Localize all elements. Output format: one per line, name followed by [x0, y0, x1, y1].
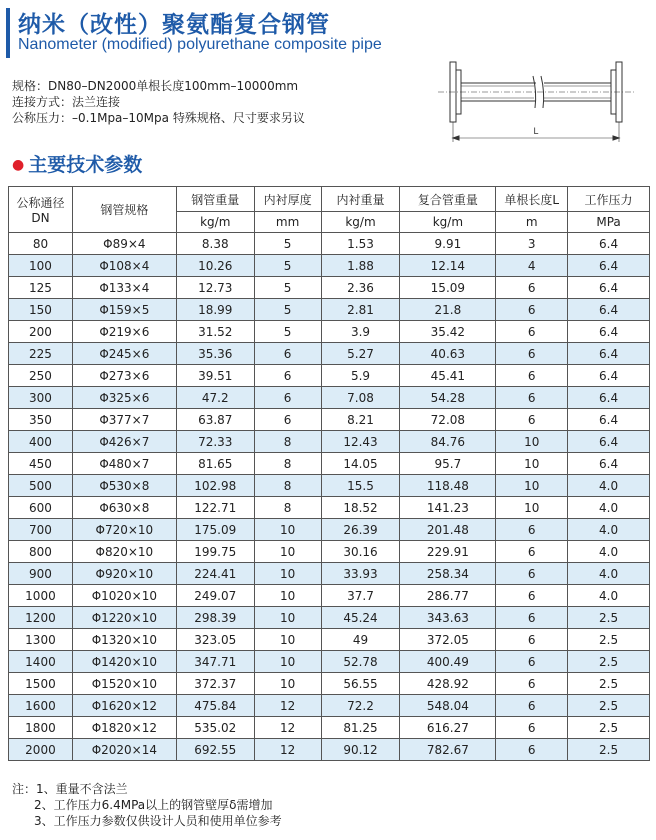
cell-lining-thickness: 5	[254, 233, 321, 255]
cell-lining-thickness: 6	[254, 365, 321, 387]
cell-length: 6	[496, 409, 568, 431]
cell-pressure: 4.0	[568, 563, 650, 585]
cell-lining-thickness: 12	[254, 717, 321, 739]
cell-lining-weight: 2.36	[321, 277, 400, 299]
cell-lining-weight: 52.78	[321, 651, 400, 673]
spec-line-size: 规格：DN80–DN2000单根长度100mm–10000mm	[12, 79, 299, 93]
cell-dn: 900	[9, 563, 73, 585]
cell-lining-thickness: 10	[254, 585, 321, 607]
cell-pressure: 2.5	[568, 629, 650, 651]
table-row	[9, 585, 650, 607]
cell-composite-weight: 201.48	[400, 519, 496, 541]
table-row	[9, 651, 650, 673]
cell-lining-thickness: 6	[254, 409, 321, 431]
table-row	[9, 563, 650, 585]
cell-lining-thickness: 12	[254, 695, 321, 717]
cell-pressure: 4.0	[568, 519, 650, 541]
cell-composite-weight: 45.41	[400, 365, 496, 387]
cell-length: 6	[496, 651, 568, 673]
cell-pipe-spec: Φ630×8	[72, 497, 176, 519]
cell-lining-thickness: 5	[254, 321, 321, 343]
cell-lining-weight: 3.9	[321, 321, 400, 343]
cell-pipe-weight: 199.75	[176, 541, 254, 563]
table-row	[9, 343, 650, 365]
cell-composite-weight: 95.7	[400, 453, 496, 475]
cell-dn: 450	[9, 453, 73, 475]
header-lining-thickness: 内衬厚度	[254, 187, 321, 212]
cell-pressure: 2.5	[568, 651, 650, 673]
notes	[12, 781, 282, 829]
cell-lining-weight: 1.53	[321, 233, 400, 255]
cell-composite-weight: 229.91	[400, 541, 496, 563]
header-lining-weight: 内衬重量	[321, 187, 400, 212]
cell-pressure: 6.4	[568, 277, 650, 299]
cell-lining-weight: 1.88	[321, 255, 400, 277]
table-row	[9, 277, 650, 299]
cell-pipe-weight: 8.38	[176, 233, 254, 255]
cell-lining-weight: 18.52	[321, 497, 400, 519]
spec-table	[8, 186, 650, 761]
table-body	[9, 233, 650, 761]
table-row	[9, 365, 650, 387]
cell-lining-weight: 56.55	[321, 673, 400, 695]
cell-composite-weight: 141.23	[400, 497, 496, 519]
cell-pressure: 6.4	[568, 255, 650, 277]
section-heading	[12, 150, 142, 177]
cell-dn: 1300	[9, 629, 73, 651]
table-row	[9, 695, 650, 717]
cell-pipe-weight: 249.07	[176, 585, 254, 607]
cell-lining-thickness: 10	[254, 541, 321, 563]
cell-pipe-spec: Φ219×6	[72, 321, 176, 343]
cell-lining-weight: 7.08	[321, 387, 400, 409]
cell-lining-weight: 14.05	[321, 453, 400, 475]
cell-pipe-spec: Φ245×6	[72, 343, 176, 365]
cell-length: 6	[496, 607, 568, 629]
cell-pipe-weight: 372.37	[176, 673, 254, 695]
cell-lining-thickness: 5	[254, 255, 321, 277]
cell-length: 6	[496, 321, 568, 343]
cell-pipe-weight: 102.98	[176, 475, 254, 497]
cell-length: 6	[496, 387, 568, 409]
cell-pipe-weight: 81.65	[176, 453, 254, 475]
cell-length: 6	[496, 563, 568, 585]
table-row	[9, 255, 650, 277]
cell-composite-weight: 616.27	[400, 717, 496, 739]
unit-composite-weight: kg/m	[400, 212, 496, 233]
cell-length: 10	[496, 431, 568, 453]
cell-pressure: 6.4	[568, 431, 650, 453]
header-pipe-weight: 钢管重量	[176, 187, 254, 212]
cell-composite-weight: 21.8	[400, 299, 496, 321]
cell-length: 10	[496, 497, 568, 519]
cell-pipe-weight: 323.05	[176, 629, 254, 651]
cell-lining-weight: 15.5	[321, 475, 400, 497]
cell-length: 6	[496, 299, 568, 321]
cell-lining-weight: 33.93	[321, 563, 400, 585]
cell-dn: 800	[9, 541, 73, 563]
cell-pipe-spec: Φ1620×12	[72, 695, 176, 717]
cell-lining-weight: 45.24	[321, 607, 400, 629]
cell-pressure: 6.4	[568, 299, 650, 321]
cell-pipe-spec: Φ920×10	[72, 563, 176, 585]
bullet-icon: ●	[12, 157, 25, 173]
unit-pipe-weight: kg/m	[176, 212, 254, 233]
cell-pressure: 6.4	[568, 453, 650, 475]
cell-pressure: 2.5	[568, 673, 650, 695]
table-row	[9, 541, 650, 563]
cell-pipe-spec: Φ1420×10	[72, 651, 176, 673]
cell-pipe-weight: 122.71	[176, 497, 254, 519]
cell-composite-weight: 118.48	[400, 475, 496, 497]
table-row	[9, 717, 650, 739]
table-row	[9, 629, 650, 651]
cell-length: 6	[496, 695, 568, 717]
cell-pipe-spec: Φ1520×10	[72, 673, 176, 695]
cell-pipe-spec: Φ426×7	[72, 431, 176, 453]
cell-dn: 500	[9, 475, 73, 497]
cell-pressure: 6.4	[568, 387, 650, 409]
cell-pipe-weight: 175.09	[176, 519, 254, 541]
table-row	[9, 299, 650, 321]
cell-dn: 125	[9, 277, 73, 299]
cell-dn: 250	[9, 365, 73, 387]
cell-pipe-spec: Φ1020×10	[72, 585, 176, 607]
cell-pressure: 4.0	[568, 475, 650, 497]
cell-pipe-weight: 224.41	[176, 563, 254, 585]
spec-line-connection: 连接方式：法兰连接	[12, 95, 121, 109]
cell-dn: 100	[9, 255, 73, 277]
cell-length: 4	[496, 255, 568, 277]
cell-dn: 350	[9, 409, 73, 431]
cell-lining-thickness: 12	[254, 739, 321, 761]
cell-pressure: 2.5	[568, 695, 650, 717]
note-1: 注：1、重量不含法兰	[12, 782, 128, 796]
cell-lining-thickness: 5	[254, 299, 321, 321]
table-row	[9, 409, 650, 431]
cell-length: 6	[496, 365, 568, 387]
cell-pipe-weight: 18.99	[176, 299, 254, 321]
cell-composite-weight: 40.63	[400, 343, 496, 365]
cell-dn: 1000	[9, 585, 73, 607]
cell-pipe-weight: 35.36	[176, 343, 254, 365]
cell-pipe-spec: Φ720×10	[72, 519, 176, 541]
note-2: 2、工作压力6.4MPa以上的钢管壁厚δ需增加	[34, 798, 273, 812]
cell-lining-weight: 30.16	[321, 541, 400, 563]
cell-length: 6	[496, 739, 568, 761]
cell-composite-weight: 12.14	[400, 255, 496, 277]
cell-composite-weight: 428.92	[400, 673, 496, 695]
title-accent-bar	[6, 8, 10, 58]
cell-lining-weight: 5.27	[321, 343, 400, 365]
cell-composite-weight: 54.28	[400, 387, 496, 409]
cell-pipe-spec: Φ480×7	[72, 453, 176, 475]
unit-lining-weight: kg/m	[321, 212, 400, 233]
cell-pipe-weight: 347.71	[176, 651, 254, 673]
cell-length: 10	[496, 453, 568, 475]
cell-lining-weight: 49	[321, 629, 400, 651]
cell-pipe-weight: 12.73	[176, 277, 254, 299]
cell-pipe-spec: Φ108×4	[72, 255, 176, 277]
cell-lining-thickness: 10	[254, 673, 321, 695]
cell-pressure: 6.4	[568, 321, 650, 343]
cell-pressure: 2.5	[568, 717, 650, 739]
cell-lining-weight: 12.43	[321, 431, 400, 453]
cell-length: 6	[496, 519, 568, 541]
cell-length: 6	[496, 629, 568, 651]
cell-lining-weight: 72.2	[321, 695, 400, 717]
cell-lining-thickness: 10	[254, 563, 321, 585]
cell-pipe-spec: Φ1320×10	[72, 629, 176, 651]
cell-dn: 2000	[9, 739, 73, 761]
cell-lining-thickness: 10	[254, 607, 321, 629]
cell-composite-weight: 258.34	[400, 563, 496, 585]
note-3: 3、工作压力参数仅供设计人员和使用单位参考	[34, 814, 282, 828]
table-row	[9, 431, 650, 453]
cell-pipe-spec: Φ2020×14	[72, 739, 176, 761]
cell-dn: 1800	[9, 717, 73, 739]
cell-pipe-spec: Φ1820×12	[72, 717, 176, 739]
cell-pressure: 4.0	[568, 585, 650, 607]
table-row	[9, 519, 650, 541]
cell-lining-thickness: 5	[254, 277, 321, 299]
cell-pipe-spec: Φ377×7	[72, 409, 176, 431]
table-row	[9, 739, 650, 761]
header-pressure: 工作压力	[568, 187, 650, 212]
header-composite-weight: 复合管重量	[400, 187, 496, 212]
unit-pressure: MPa	[568, 212, 650, 233]
spec-summary	[12, 78, 305, 126]
cell-pipe-spec: Φ273×6	[72, 365, 176, 387]
cell-pipe-weight: 475.84	[176, 695, 254, 717]
cell-dn: 600	[9, 497, 73, 519]
spec-line-pressure: 公称压力：–0.1Mpa–10Mpa 特殊规格、尺寸要求另议	[12, 111, 305, 125]
table-row	[9, 233, 650, 255]
cell-length: 6	[496, 277, 568, 299]
page-title: 纳米（改性）聚氨酯复合钢管	[18, 12, 330, 38]
cell-composite-weight: 782.67	[400, 739, 496, 761]
cell-composite-weight: 9.91	[400, 233, 496, 255]
cell-dn: 1200	[9, 607, 73, 629]
table-row	[9, 497, 650, 519]
cell-lining-weight: 37.7	[321, 585, 400, 607]
cell-pressure: 4.0	[568, 497, 650, 519]
cell-dn: 1500	[9, 673, 73, 695]
header-pipe-spec: 钢管规格	[72, 187, 176, 233]
cell-lining-weight: 5.9	[321, 365, 400, 387]
cell-lining-weight: 2.81	[321, 299, 400, 321]
pipe-diagram	[436, 52, 636, 152]
cell-composite-weight: 72.08	[400, 409, 496, 431]
cell-pipe-spec: Φ89×4	[72, 233, 176, 255]
cell-composite-weight: 343.63	[400, 607, 496, 629]
cell-dn: 700	[9, 519, 73, 541]
cell-pipe-weight: 10.26	[176, 255, 254, 277]
cell-composite-weight: 400.49	[400, 651, 496, 673]
cell-pipe-spec: Φ820×10	[72, 541, 176, 563]
cell-length: 6	[496, 541, 568, 563]
table-row	[9, 321, 650, 343]
table-row	[9, 453, 650, 475]
cell-lining-thickness: 8	[254, 497, 321, 519]
cell-dn: 225	[9, 343, 73, 365]
table-row	[9, 607, 650, 629]
cell-lining-weight: 8.21	[321, 409, 400, 431]
cell-dn: 300	[9, 387, 73, 409]
dimension-label: L	[533, 126, 539, 136]
cell-pipe-weight: 692.55	[176, 739, 254, 761]
cell-lining-weight: 90.12	[321, 739, 400, 761]
cell-pipe-weight: 39.51	[176, 365, 254, 387]
cell-lining-thickness: 6	[254, 387, 321, 409]
cell-dn: 1600	[9, 695, 73, 717]
header-length: 单根长度L	[496, 187, 568, 212]
cell-pipe-weight: 298.39	[176, 607, 254, 629]
cell-composite-weight: 15.09	[400, 277, 496, 299]
cell-lining-thickness: 8	[254, 431, 321, 453]
cell-dn: 400	[9, 431, 73, 453]
cell-pipe-spec: Φ133×4	[72, 277, 176, 299]
cell-lining-thickness: 8	[254, 453, 321, 475]
cell-pipe-weight: 72.33	[176, 431, 254, 453]
cell-lining-thickness: 8	[254, 475, 321, 497]
cell-lining-weight: 26.39	[321, 519, 400, 541]
cell-pressure: 6.4	[568, 343, 650, 365]
header-dn: 公称通径DN	[9, 187, 73, 233]
cell-lining-thickness: 10	[254, 651, 321, 673]
page-subtitle: Nanometer (modified) polyurethane composite pipe	[18, 36, 382, 53]
cell-dn: 80	[9, 233, 73, 255]
cell-length: 10	[496, 475, 568, 497]
cell-pipe-spec: Φ325×6	[72, 387, 176, 409]
cell-pressure: 2.5	[568, 739, 650, 761]
cell-length: 6	[496, 717, 568, 739]
cell-pipe-weight: 31.52	[176, 321, 254, 343]
cell-pipe-spec: Φ530×8	[72, 475, 176, 497]
cell-lining-thickness: 10	[254, 519, 321, 541]
cell-dn: 200	[9, 321, 73, 343]
table-row	[9, 673, 650, 695]
cell-length: 6	[496, 585, 568, 607]
unit-length: m	[496, 212, 568, 233]
cell-dn: 150	[9, 299, 73, 321]
table-row	[9, 475, 650, 497]
cell-pipe-spec: Φ159×5	[72, 299, 176, 321]
cell-composite-weight: 372.05	[400, 629, 496, 651]
cell-composite-weight: 84.76	[400, 431, 496, 453]
cell-length: 6	[496, 673, 568, 695]
cell-pipe-spec: Φ1220×10	[72, 607, 176, 629]
cell-pressure: 2.5	[568, 607, 650, 629]
cell-length: 6	[496, 343, 568, 365]
unit-lining-thickness: mm	[254, 212, 321, 233]
cell-composite-weight: 548.04	[400, 695, 496, 717]
cell-pipe-weight: 63.87	[176, 409, 254, 431]
cell-pipe-weight: 535.02	[176, 717, 254, 739]
cell-pressure: 6.4	[568, 233, 650, 255]
cell-pressure: 4.0	[568, 541, 650, 563]
cell-lining-thickness: 10	[254, 629, 321, 651]
table-row	[9, 387, 650, 409]
cell-length: 3	[496, 233, 568, 255]
cell-lining-weight: 81.25	[321, 717, 400, 739]
section-heading-text: 主要技术参数	[28, 154, 143, 176]
cell-lining-thickness: 6	[254, 343, 321, 365]
cell-pipe-weight: 47.2	[176, 387, 254, 409]
cell-composite-weight: 35.42	[400, 321, 496, 343]
cell-pressure: 6.4	[568, 365, 650, 387]
cell-dn: 1400	[9, 651, 73, 673]
cell-composite-weight: 286.77	[400, 585, 496, 607]
cell-pressure: 6.4	[568, 409, 650, 431]
